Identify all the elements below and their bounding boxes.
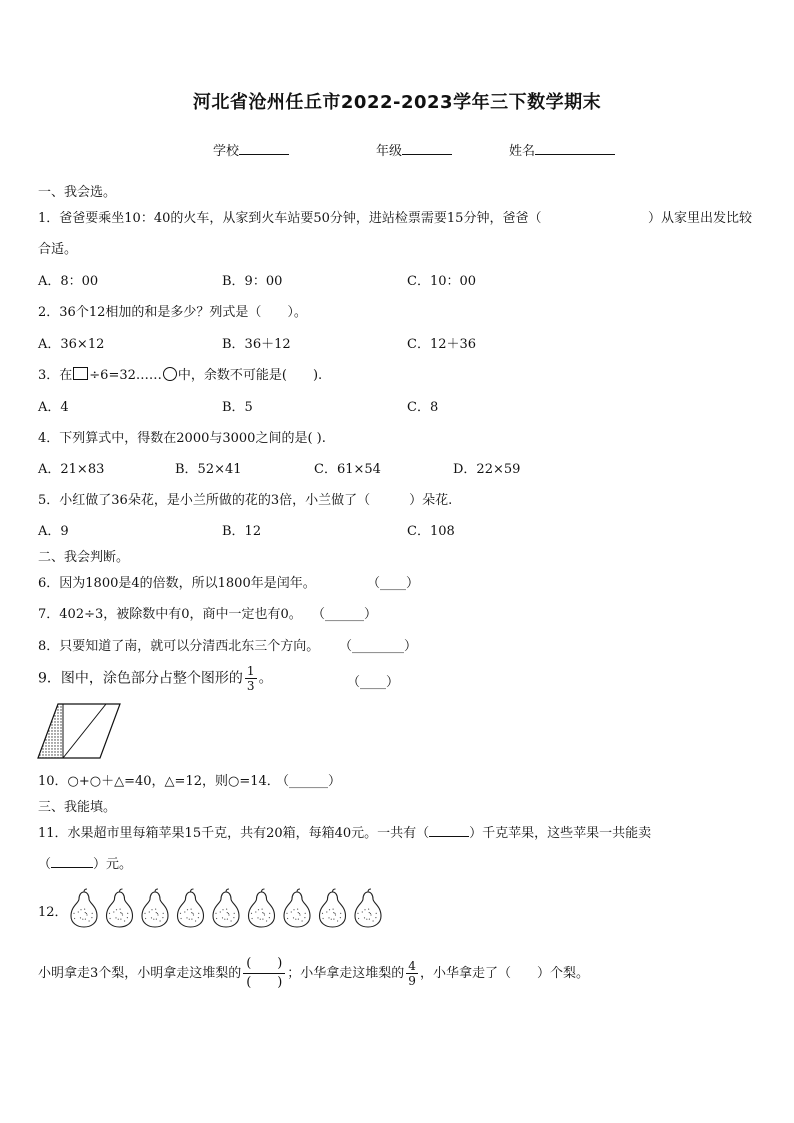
- question-2-option-c[interactable]: C．12＋36: [407, 337, 477, 352]
- question-1-line2: 合适。: [38, 242, 78, 257]
- name-label: 姓名: [509, 144, 536, 159]
- question-4-option-c[interactable]: C．61×54: [314, 462, 381, 477]
- question-9-end: 。: [258, 670, 273, 687]
- grade-label: 年级: [376, 144, 403, 159]
- question-11-line2a: （: [38, 857, 52, 872]
- school-label: 学校: [213, 144, 240, 159]
- question-5-option-a[interactable]: A．9: [38, 524, 69, 539]
- pear-icon: [213, 889, 239, 927]
- grade-blank[interactable]: [402, 142, 452, 155]
- question-3-text: [38, 364, 322, 383]
- question-6-answer[interactable]: （____）: [367, 576, 420, 591]
- question-12-text-c: ，小华拿走了（ ）个梨。: [419, 966, 589, 981]
- diagonal-line: [63, 704, 106, 758]
- question-12-text-b: ；小华拿走这堆梨的: [287, 966, 405, 981]
- question-2-option-a[interactable]: A．36×12: [38, 337, 105, 352]
- question-2-text: 2．36个12相加的和是多少？列式是（ ）。: [38, 305, 307, 320]
- square-box-icon: [73, 367, 88, 380]
- question-3-mid: ÷6=32……: [89, 368, 162, 383]
- question-11-line1: [38, 822, 651, 841]
- question-1-option-c[interactable]: C．10：00: [407, 274, 477, 289]
- question-4-text: 4．下列算式中，得数在2000与3000之间的是( ).: [38, 431, 326, 446]
- question-7-answer[interactable]: （______）: [312, 607, 378, 622]
- question-8-text: 8．只要知道了南，就可以分清西北东三个方向。: [38, 639, 320, 654]
- question-12-text: [38, 955, 589, 992]
- pear-icon: [178, 889, 204, 927]
- pear-icon: [320, 889, 346, 927]
- question-7-text: 7．402÷3，被除数中有0，商中一定也有0。: [38, 607, 302, 622]
- section-heading-2: 二、我会判断。: [38, 550, 130, 565]
- section-heading-3: 三、我能填。: [38, 800, 117, 815]
- question-1-option-a[interactable]: A．8：00: [38, 274, 99, 289]
- school-field: [213, 140, 289, 159]
- question-3-post: 中，余数不可能是( ).: [177, 368, 323, 383]
- pears-row: [66, 887, 386, 929]
- fraction-one-third: [245, 664, 257, 693]
- pear-icon: [142, 889, 168, 927]
- question-9-answer[interactable]: （____）: [347, 675, 400, 690]
- question-3-pre: 3．在: [38, 368, 73, 383]
- question-5-text: 5．小红做了36朵花，是小兰所做的花的3倍，小兰做了（ ）朵花.: [38, 493, 453, 508]
- question-4-option-d[interactable]: D．22×59: [453, 462, 521, 477]
- blank-fraction-denominator[interactable]: ( ): [246, 975, 283, 990]
- question-10-text: 10．○+○＋△=40，△=12，则○=14．: [38, 774, 280, 789]
- question-12-label: 12．: [38, 905, 68, 920]
- question-11-line1a: 11．水果超市里每箱苹果15千克，共有20箱，每箱40元。一共有（: [38, 826, 430, 841]
- question-1-line1: 1．爸爸要乘坐10：40的火车，从家到火车站要50分钟，进站检票需要15分钟，爸爸（: [38, 211, 542, 226]
- question-5-option-b[interactable]: B．12: [222, 524, 262, 539]
- pear-icon: [107, 889, 133, 927]
- name-field: [509, 140, 615, 159]
- shaded-region: [38, 704, 63, 758]
- question-3-option-c[interactable]: C．8: [407, 400, 439, 415]
- question-9-label: 9．图中，涂色部分占整个图形的: [38, 670, 243, 687]
- question-9-text: [38, 664, 273, 693]
- parallelogram-figure: [36, 700, 124, 760]
- pear-icon: [355, 889, 381, 927]
- question-11-line2: [38, 853, 132, 872]
- question-3-option-a[interactable]: A．4: [38, 400, 69, 415]
- pear-icon: [71, 889, 97, 927]
- fraction-numerator: 1: [246, 664, 255, 678]
- question-12-text-a: 小明拿走3个梨，小明拿走这堆梨的: [38, 966, 242, 981]
- question-4-option-b[interactable]: B．52×41: [175, 462, 242, 477]
- question-4-option-a[interactable]: A．21×83: [38, 462, 105, 477]
- blank-fraction[interactable]: [243, 955, 285, 992]
- section-heading-1: 一、我会选。: [38, 185, 117, 200]
- circle-icon: [163, 367, 177, 381]
- kg-answer-blank[interactable]: [429, 826, 469, 837]
- question-6-text: 6．因为1800是4的倍数，所以1800年是闰年。: [38, 576, 316, 591]
- question-3-option-b[interactable]: B．5: [222, 400, 253, 415]
- fraction-numerator: 4: [408, 959, 416, 973]
- school-blank[interactable]: [239, 142, 289, 155]
- question-11-line2b: ）元。: [93, 857, 133, 872]
- question-10-answer[interactable]: （______）: [276, 774, 342, 789]
- page-title: 河北省沧州任丘市2022-2023学年三下数学期末: [192, 92, 602, 113]
- pear-icon: [249, 889, 275, 927]
- fraction-denominator: 3: [246, 679, 255, 693]
- question-5-option-c[interactable]: C．108: [407, 524, 455, 539]
- question-8-answer[interactable]: （________）: [339, 639, 418, 654]
- question-1-option-b[interactable]: B．9：00: [222, 274, 283, 289]
- question-1-line1b: ）从家里出发比较: [648, 211, 753, 226]
- grade-field: [376, 140, 452, 159]
- question-2-option-b[interactable]: B．36＋12: [222, 337, 291, 352]
- fraction-denominator: 9: [408, 974, 416, 988]
- blank-fraction-numerator[interactable]: ( ): [243, 955, 285, 974]
- question-11-line1b: ）千克苹果，这些苹果一共能卖: [469, 826, 652, 841]
- fraction-four-ninths: [406, 959, 418, 988]
- yuan-answer-blank[interactable]: [51, 857, 93, 868]
- pear-icon: [284, 889, 310, 927]
- name-blank[interactable]: [535, 142, 615, 155]
